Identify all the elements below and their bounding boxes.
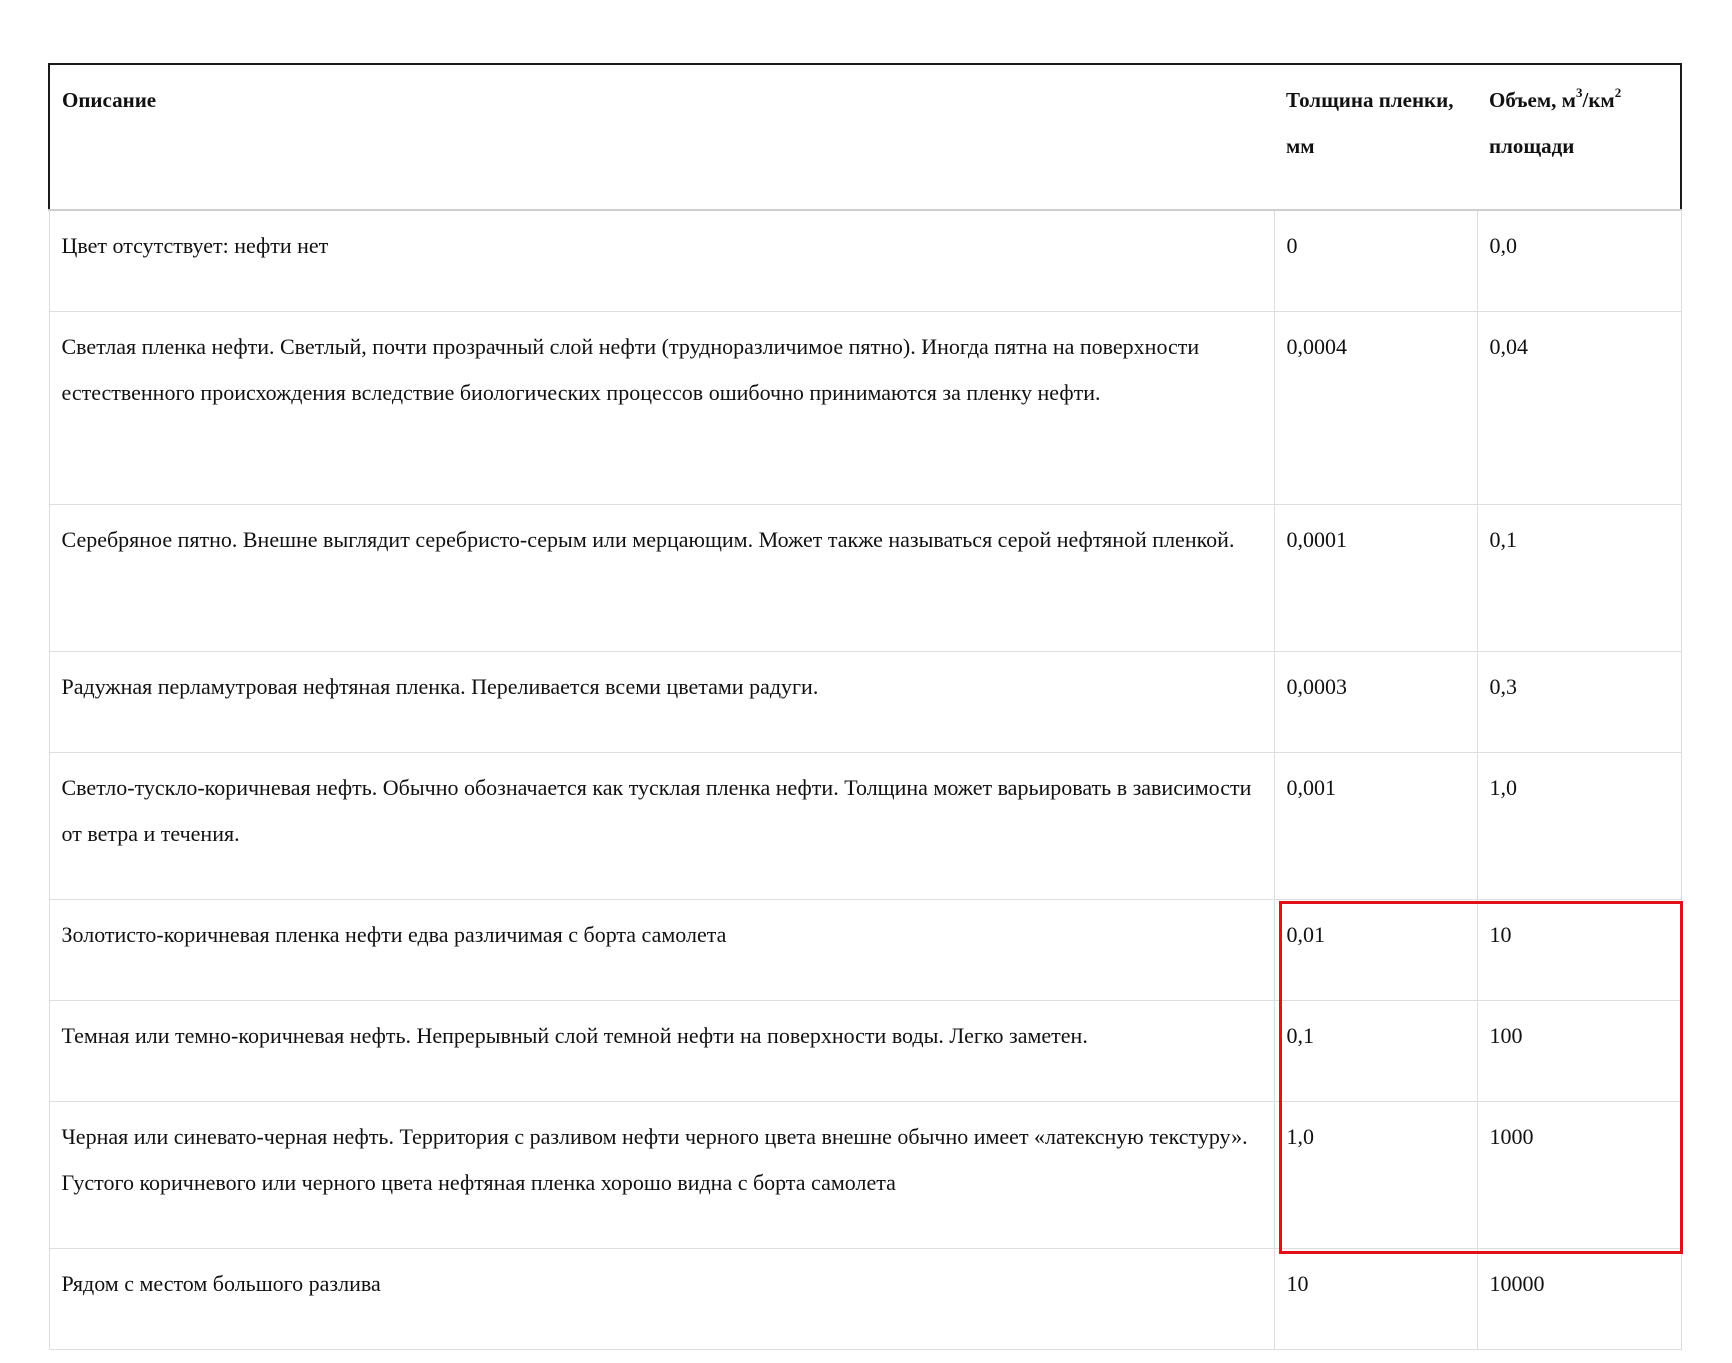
cell-volume: 100 xyxy=(1477,1000,1681,1101)
header-thickness: Толщина пленки, мм xyxy=(1274,64,1477,210)
cell-thickness: 0 xyxy=(1274,210,1477,311)
table-row xyxy=(49,1101,1681,1248)
cell-volume: 10000 xyxy=(1477,1248,1681,1349)
cell-description: Золотисто-коричневая пленка нефти едва различимая с борта самолета xyxy=(49,899,1274,1000)
table-row xyxy=(49,1000,1681,1101)
cell-description: Темная или темно-коричневая нефть. Непрерывный слой темной нефти на поверхности воды. Легко заметен. xyxy=(49,1000,1274,1101)
cell-volume: 1,0 xyxy=(1477,752,1681,899)
oil-film-table xyxy=(48,63,1682,1350)
cell-description: Цвет отсутствует: нефти нет xyxy=(49,210,1274,311)
cell-thickness: 0,0001 xyxy=(1274,504,1477,651)
cell-volume: 10 xyxy=(1477,899,1681,1000)
cell-thickness: 0,1 xyxy=(1274,1000,1477,1101)
header-row xyxy=(49,64,1681,210)
table-row xyxy=(49,651,1681,752)
table-row xyxy=(49,752,1681,899)
table-row xyxy=(49,311,1681,504)
cell-thickness: 10 xyxy=(1274,1248,1477,1349)
cell-description: Черная или синевато-черная нефть. Территория с разливом нефти черного цвета внешне обычно имеет «латексную текстуру». Густого коричневого или черного цвета нефтяная пленка хорошо видна с борта самолета xyxy=(49,1101,1274,1248)
cell-thickness: 0,001 xyxy=(1274,752,1477,899)
cell-description: Светло-тускло-коричневая нефть. Обычно обозначается как тусклая пленка нефти. Толщина может варьировать в зависимости от ветра и течения. xyxy=(49,752,1274,899)
table-row xyxy=(49,899,1681,1000)
table-row xyxy=(49,210,1681,311)
table-body xyxy=(49,210,1681,1349)
cell-description: Серебряное пятно. Внешне выглядит серебристо-серым или мерцающим. Может также называться серой нефтяной пленкой. xyxy=(49,504,1274,651)
header-volume xyxy=(1477,64,1681,210)
header-volume-suffix: площади xyxy=(1489,134,1575,158)
cell-volume: 0,04 xyxy=(1477,311,1681,504)
cell-thickness: 0,01 xyxy=(1274,899,1477,1000)
cell-thickness: 1,0 xyxy=(1274,1101,1477,1248)
header-description: Описание xyxy=(49,64,1274,210)
cell-volume: 0,1 xyxy=(1477,504,1681,651)
header-volume-mid: /км xyxy=(1582,88,1615,112)
cell-volume: 1000 xyxy=(1477,1101,1681,1248)
cell-volume: 0,3 xyxy=(1477,651,1681,752)
table-header xyxy=(49,64,1681,210)
header-volume-sup2: 2 xyxy=(1614,85,1622,100)
cell-description: Рядом с местом большого разлива xyxy=(49,1248,1274,1349)
table-row xyxy=(49,1248,1681,1349)
cell-description: Радужная перламутровая нефтяная пленка. Переливается всеми цветами радуги. xyxy=(49,651,1274,752)
table-row xyxy=(49,504,1681,651)
cell-thickness: 0,0004 xyxy=(1274,311,1477,504)
cell-volume: 0,0 xyxy=(1477,210,1681,311)
cell-thickness: 0,0003 xyxy=(1274,651,1477,752)
header-volume-sup1: 3 xyxy=(1575,85,1583,100)
cell-description: Светлая пленка нефти. Светлый, почти прозрачный слой нефти (трудноразличимое пятно). Иногда пятна на поверхности естественного происхождения вследствие биологических процессов ошибочно принимаются за пленку нефти. xyxy=(49,311,1274,504)
header-volume-prefix: Объем, м xyxy=(1489,88,1576,112)
